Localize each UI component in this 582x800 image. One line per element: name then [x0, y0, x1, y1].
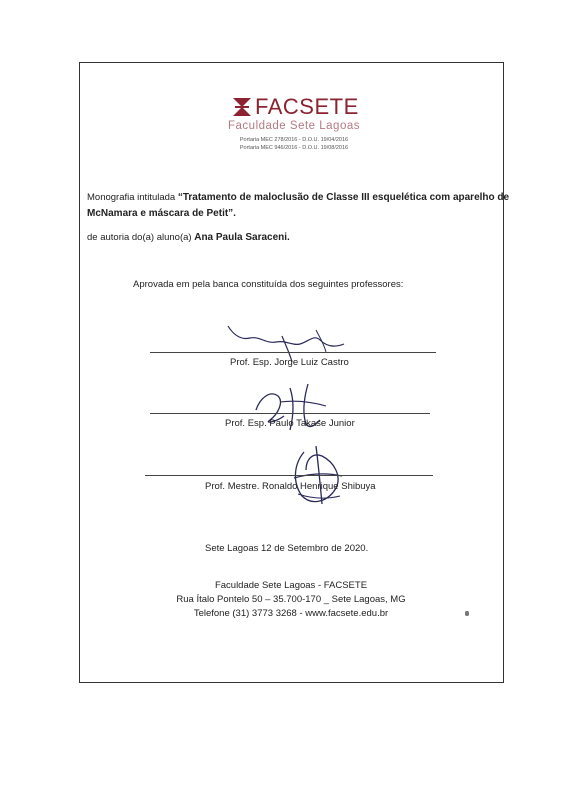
- monografia-prefix: Monografia intitulada: [87, 192, 178, 203]
- autoria-prefix: de autoria do(a) aluno(a): [87, 232, 195, 243]
- footer-institution: Faculdade Sete Lagoas - FACSETE: [214, 580, 368, 591]
- author-name: Ana Paula Saraceni.: [194, 232, 290, 243]
- signature-line-1: [150, 352, 436, 353]
- facsete-logo-icon: [232, 97, 252, 117]
- professor-name-2: Prof. Esp. Paulo Takase Junior: [225, 418, 355, 429]
- place-and-date: Sete Lagoas 12 de Setembro de 2020.: [205, 543, 369, 554]
- scan-speck: [465, 611, 469, 616]
- autoria-line: [87, 232, 290, 243]
- monografia-title-part-2: McNamara e máscara de Petit”.: [87, 208, 236, 219]
- footer-contact: Telefone (31) 3773 3268 - www.facsete.edu.br: [193, 608, 389, 619]
- portaria-line-1: Portaria MEC 278/2016 - D.O.U. 19/04/2016: [239, 137, 349, 143]
- monografia-title-part-1: “Tratamento de maloclusão de Classe III esquelética com aparelho de: [177, 192, 510, 203]
- footer-address: Rua Ítalo Pontelo 50 – 35.700-170 _ Sete Lagoas, MG: [176, 594, 406, 605]
- signature-2: [250, 380, 340, 440]
- monografia-line-1: [87, 192, 509, 203]
- signature-line-3: [145, 475, 433, 476]
- professor-name-1: Prof. Esp. Jorge Luiz Castro: [230, 357, 349, 368]
- facsete-logo: [224, 92, 364, 162]
- logo-subtitle: Faculdade Sete Lagoas: [228, 120, 360, 132]
- approval-statement: Aprovada em pela banca constituída dos seguintes professores:: [133, 279, 404, 290]
- portaria-line-2: Portaria MEC 946/2016 - D.O.U. 19/08/2016: [239, 145, 349, 151]
- signature-line-2: [150, 413, 430, 414]
- signature-3: [284, 442, 354, 512]
- professor-name-3: Prof. Mestre. Ronaldo Henrique Shibuya: [205, 481, 376, 492]
- logo-title: FACSETE: [255, 94, 359, 119]
